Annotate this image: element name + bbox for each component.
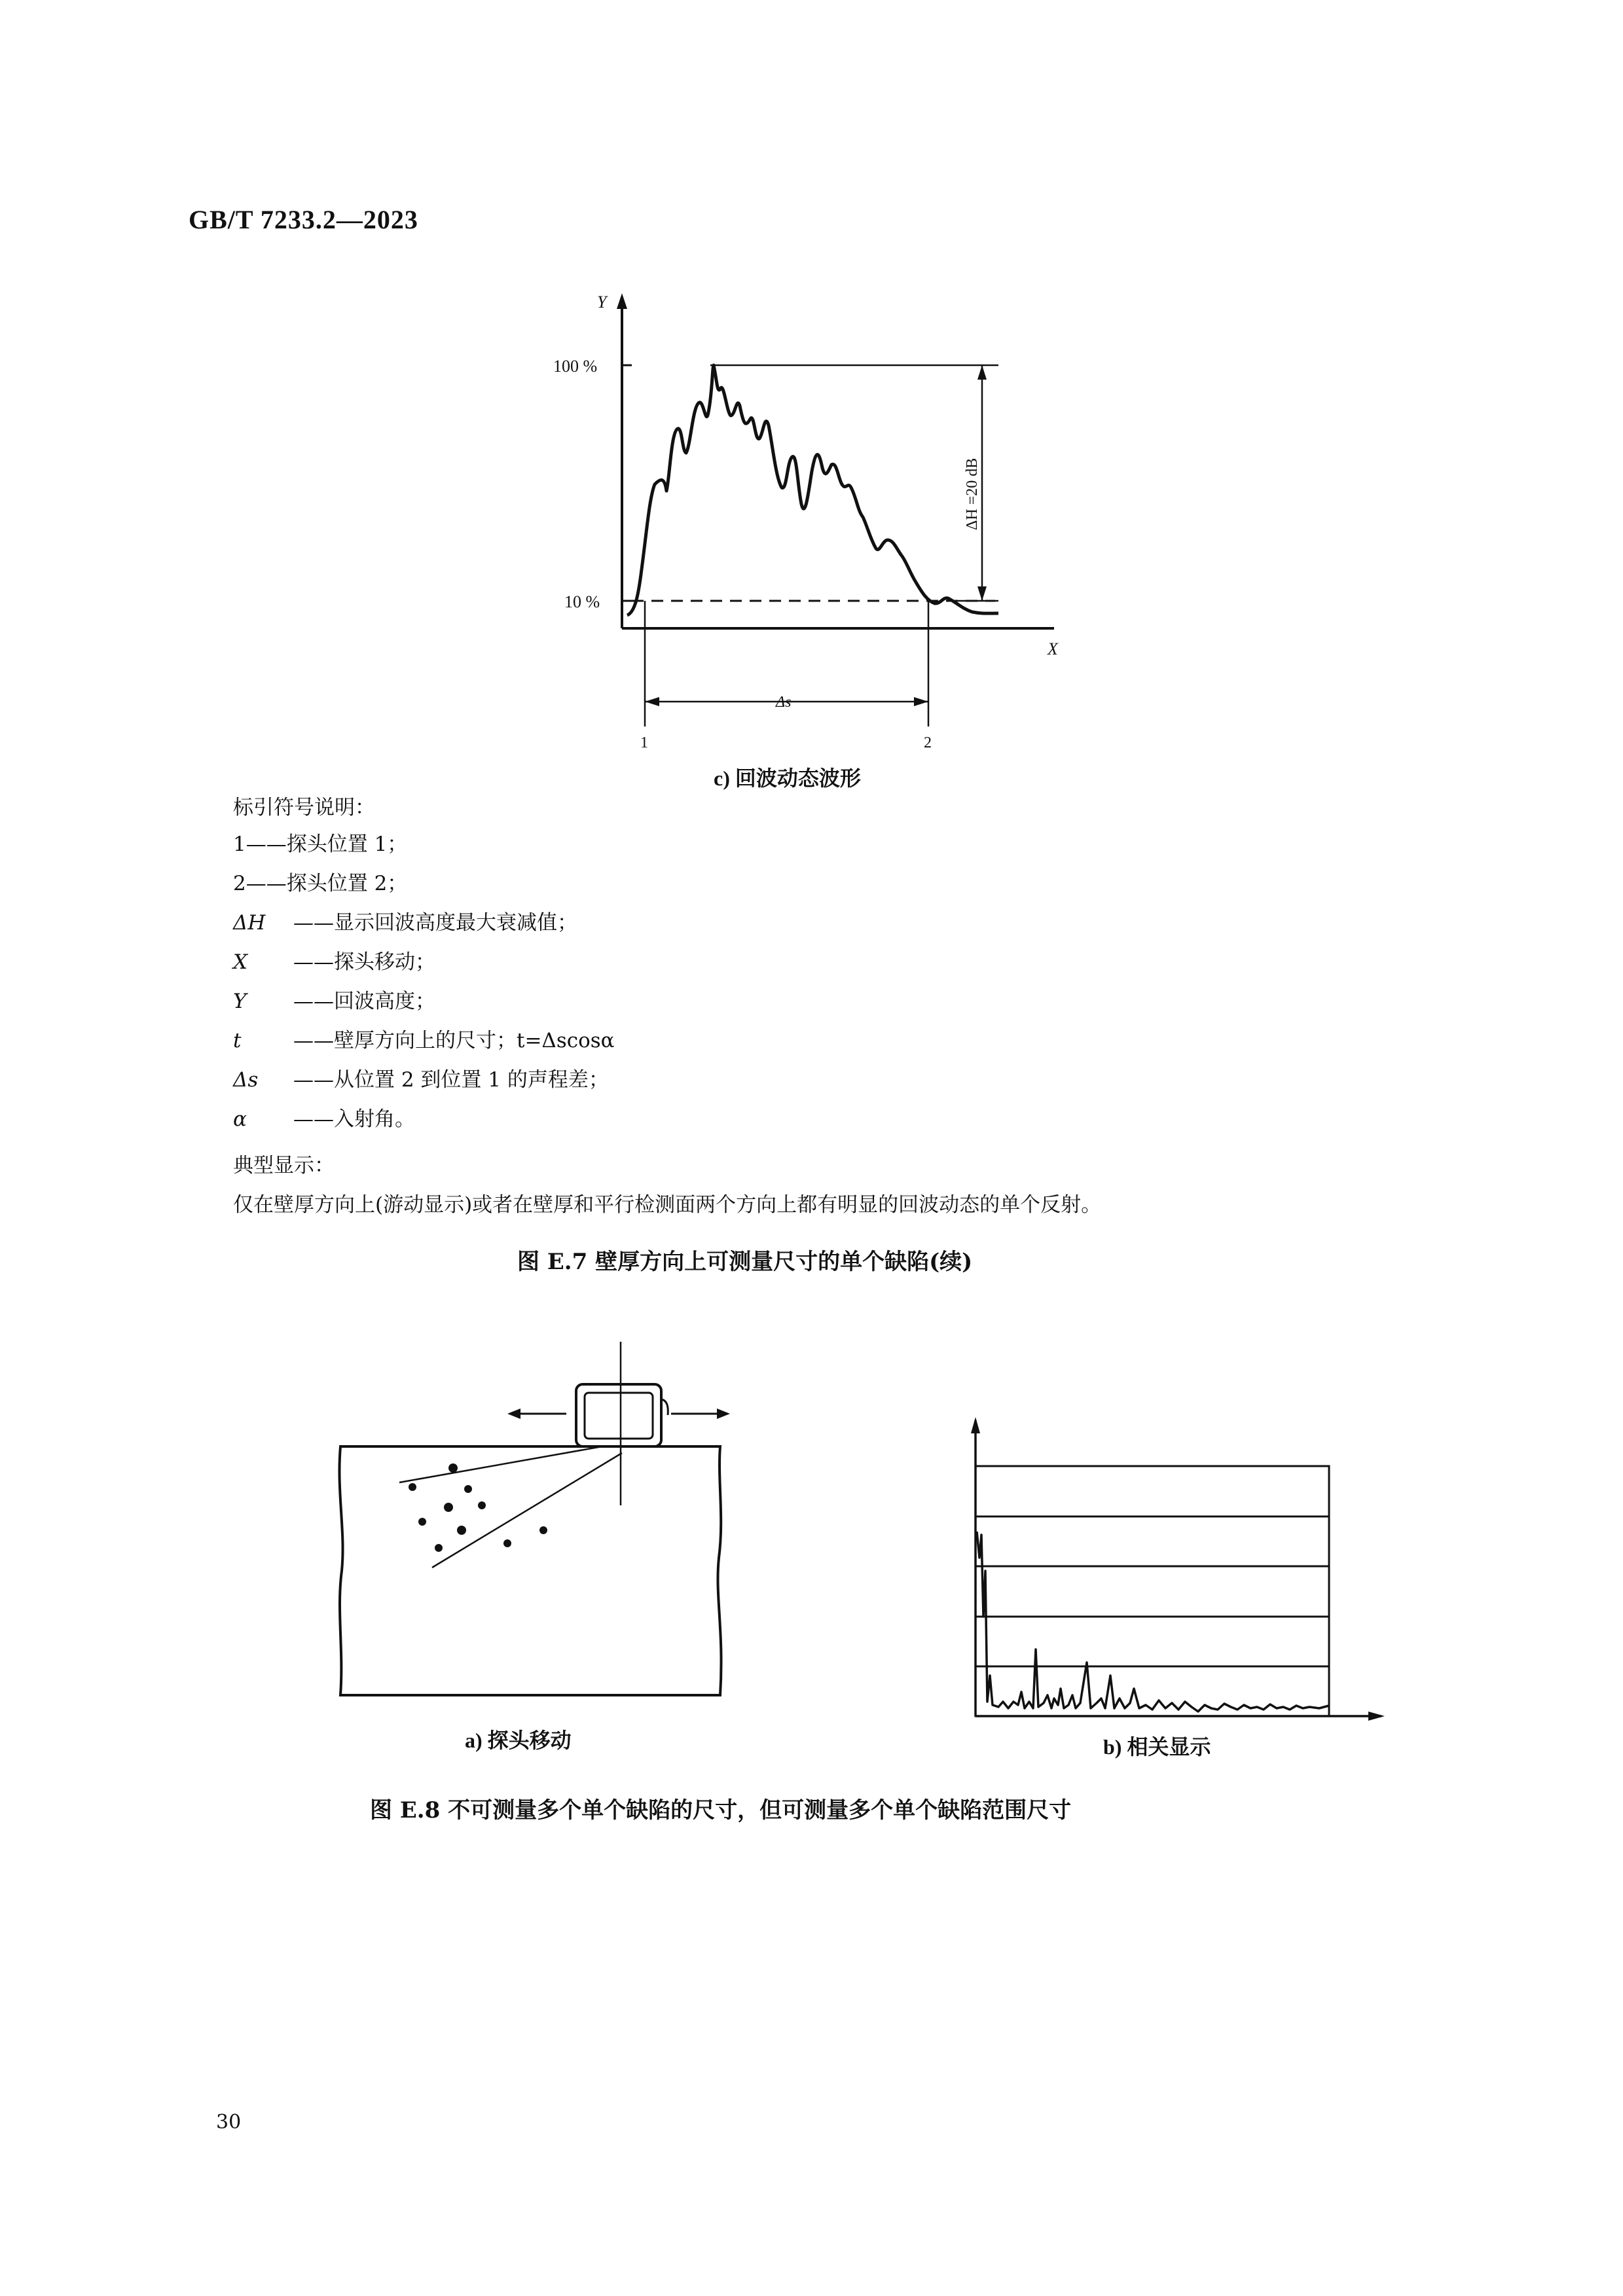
typical-display-text: 仅在壁厚方向上(游动显示)或者在壁厚和平行检测面两个方向上都有明显的回波动态的单个反射。 — [233, 1193, 1102, 1217]
related-display-chart — [962, 1401, 1421, 1767]
legend-item: Y ——回波高度； — [233, 990, 435, 1013]
figure-e8-caption: 图 E.8 不可测量多个单个缺陷的尺寸，但可测量多个单个缺陷范围尺寸 — [370, 1797, 1072, 1823]
legend-item: X ——探头移动； — [233, 950, 435, 974]
legend-item: ΔH ——显示回波高度最大衰减值； — [233, 911, 577, 935]
figure-e7-caption: 图 E.7 壁厚方向上可测量尺寸的单个缺陷(续) — [517, 1249, 973, 1275]
legend-item: α ——入射角。 — [233, 1107, 415, 1131]
y-tick-10: 10 % — [564, 592, 600, 611]
a-scan-signal — [977, 1532, 1329, 1712]
probe-movement-diagram — [327, 1322, 759, 1754]
y-axis-label: Y — [597, 293, 607, 312]
position-1-label: 1 — [640, 734, 648, 751]
standard-code-header: GB/T 7233.2—2023 — [189, 205, 418, 234]
echo-dynamic-waveform-chart — [537, 281, 1126, 792]
page-number: 30 — [216, 2111, 242, 2134]
delta-s-label: Δs — [776, 694, 792, 711]
figure-c-caption: c) 回波动态波形 — [714, 766, 861, 790]
typical-display-title: 典型显示： — [233, 1154, 335, 1177]
delta-h-label: ΔH =20 dB — [964, 457, 981, 530]
figure-e8b-caption: b) 相关显示 — [1103, 1735, 1211, 1759]
legend-item: Δs ——从位置 2 到位置 1 的声程差； — [233, 1068, 609, 1092]
echo-waveform — [627, 365, 998, 615]
position-2-label: 2 — [924, 734, 932, 751]
x-axis-label: X — [1048, 639, 1058, 658]
figure-e8a-caption: a) 探头移动 — [465, 1729, 572, 1752]
legend-item: t ——壁厚方向上的尺寸；t=Δscosα — [233, 1029, 615, 1052]
legend-title: 标引符号说明： — [233, 796, 375, 819]
y-tick-100: 100 % — [553, 357, 598, 376]
